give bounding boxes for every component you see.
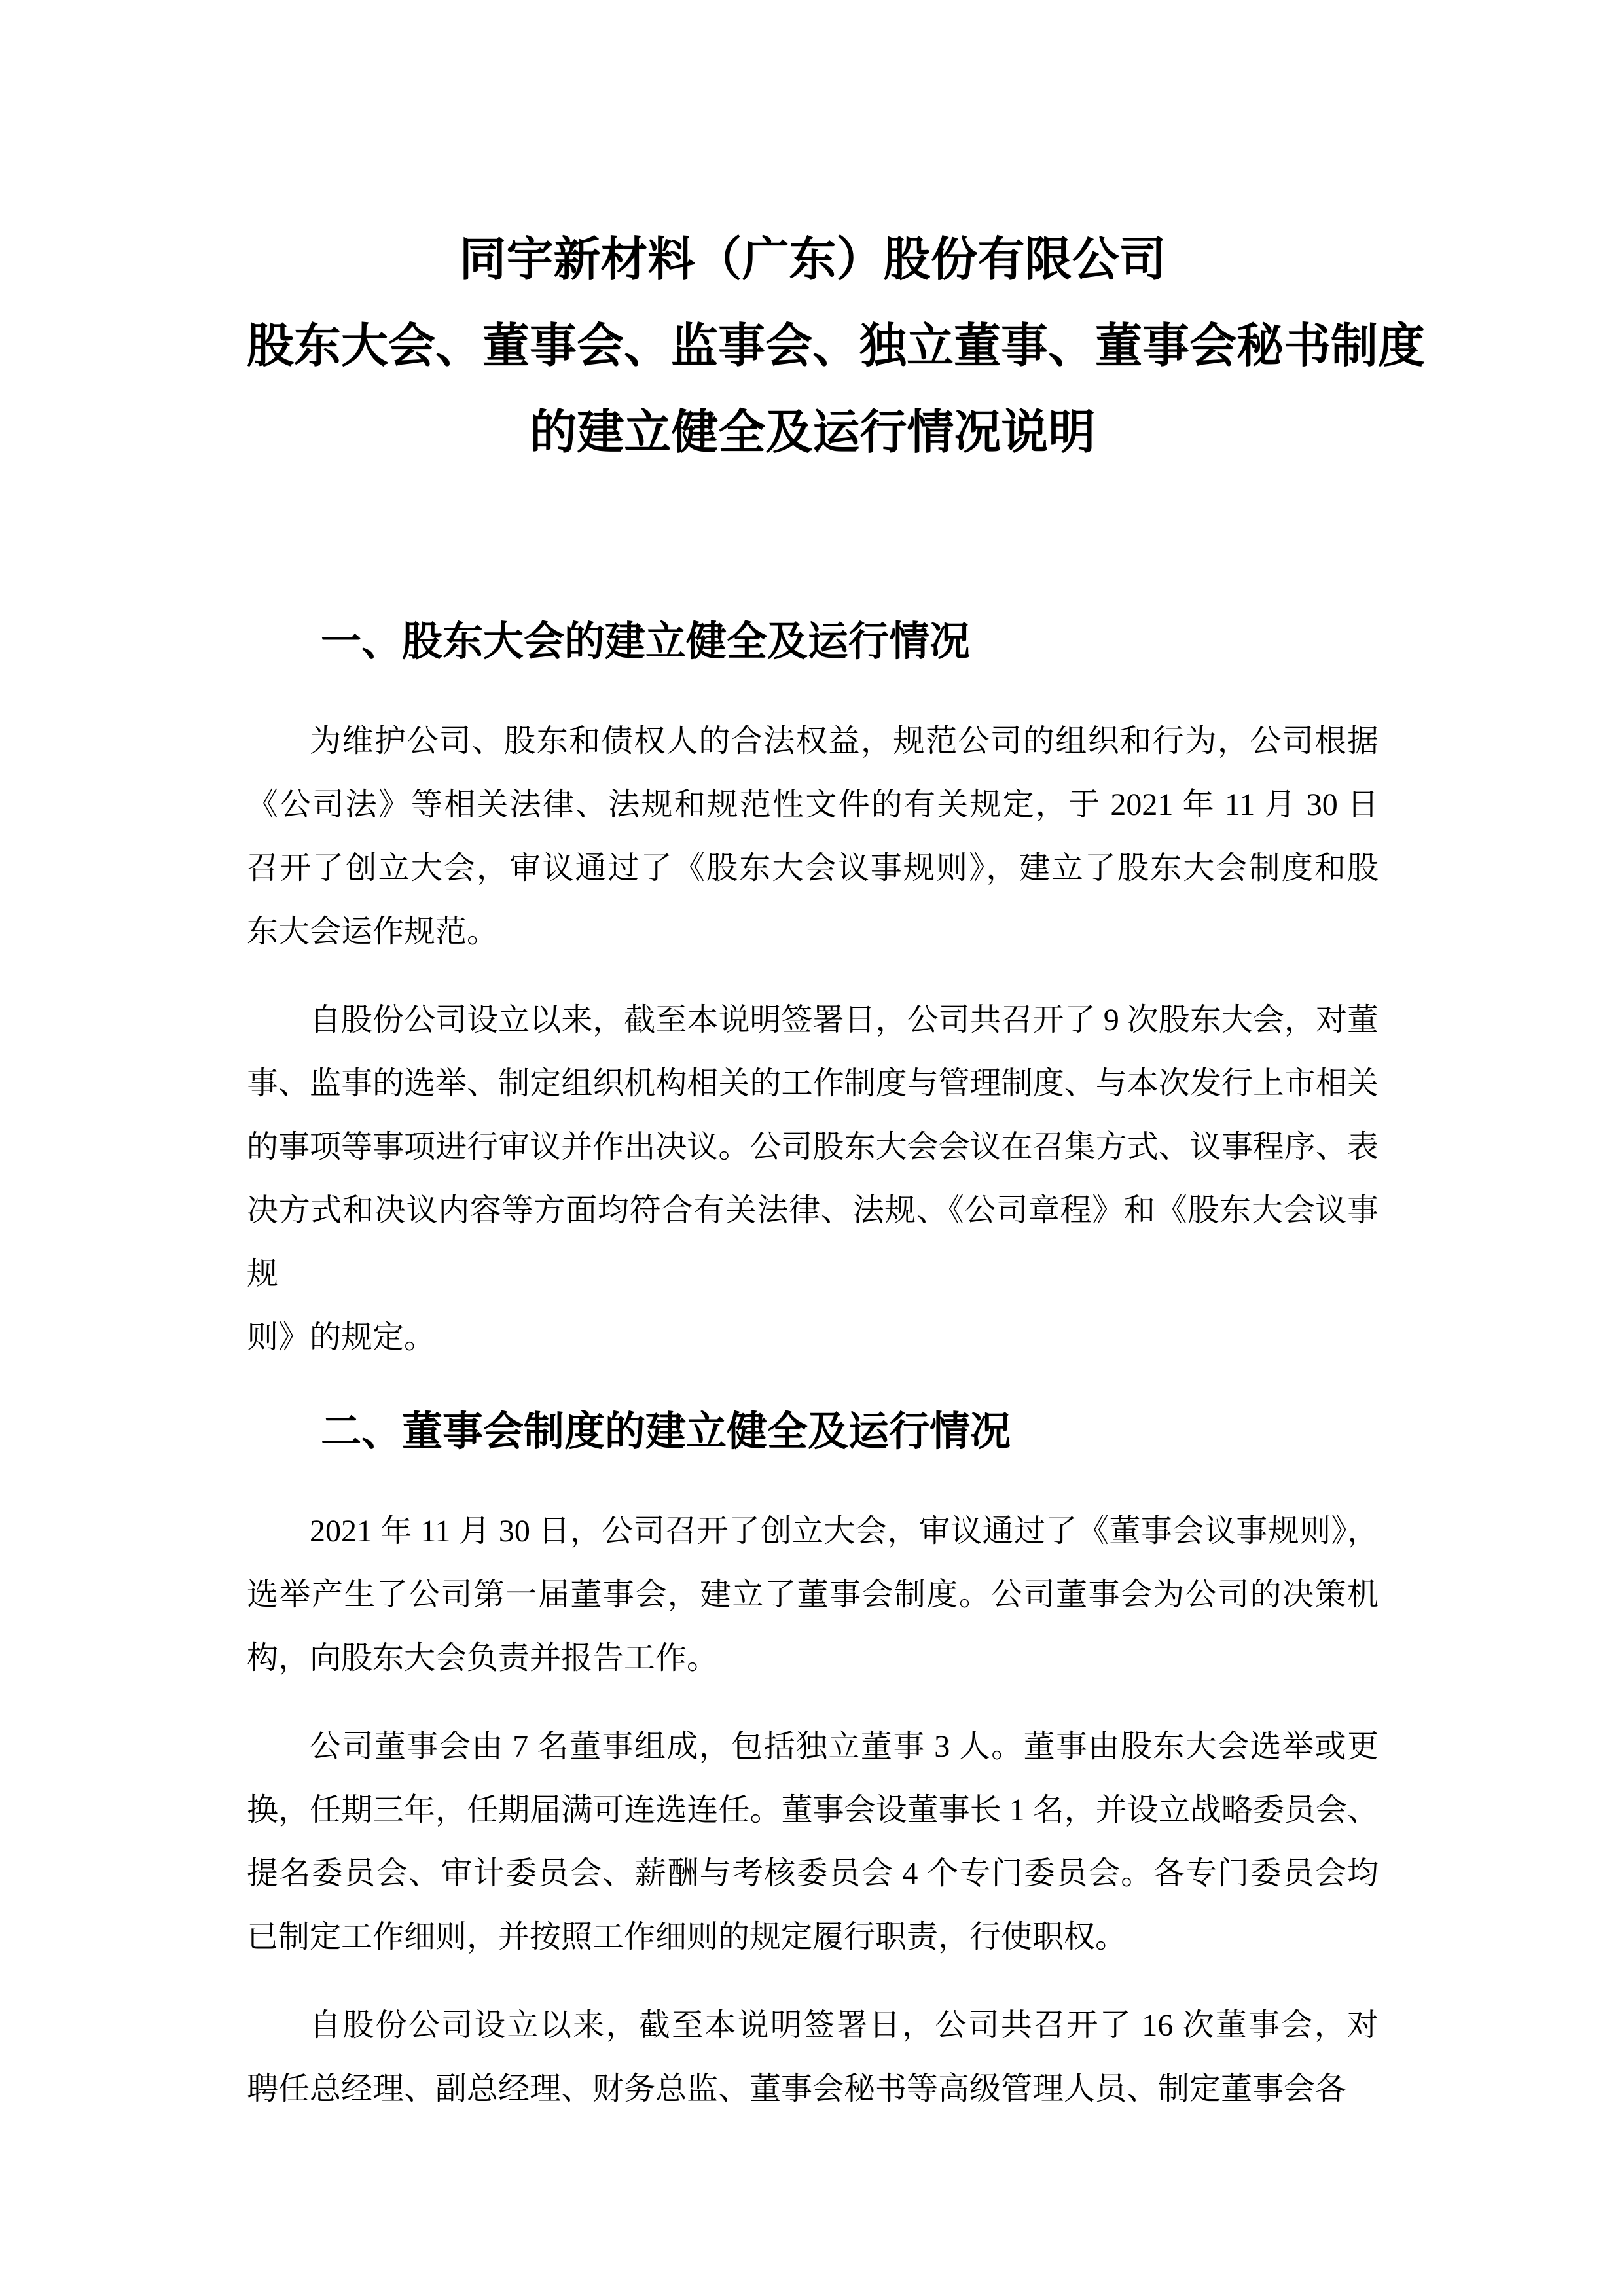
text-line: 决方式和决议内容等方面均符合有关法律、法规、《公司章程》和《股东大会议事规 [247,1193,1379,1291]
body-paragraph [247,988,1379,1369]
text-line: 《公司法》等相关法律、法规和规范性文件的有关规定，于 2021 年 11 月 30 日 [247,787,1379,822]
text-line: 选举产生了公司第一届董事会，建立了董事会制度。公司董事会为公司的决策机 [247,1577,1379,1612]
body-paragraph [247,1994,1379,2121]
text-line: 公司董事会由 7 名董事组成，包括独立董事 3 人。董事由股东大会选举或更 [310,1729,1379,1764]
text-line: 事、监事的选举、制定组织机构相关的工作制度与管理制度、与本次发行上市相关 [247,1066,1379,1101]
document-title [247,217,1426,476]
document-title-line-1: 同宇新材料（广东）股份有限公司 [459,234,1166,286]
text-line: 则》的规定。 [247,1320,436,1355]
text-line: 2021 年 11 月 30 日，公司召开了创立大会，审议通过了《董事会议事规则》， [310,1514,1379,1549]
document-title-line-2: 股东大会、董事会、监事会、独立董事、董事会秘书制度 [247,320,1426,372]
body-paragraph [247,1499,1379,1690]
text-line: 提名委员会、审计委员会、薪酬与考核委员会 4 个专门委员会。各专门委员会均 [247,1856,1379,1891]
body-paragraph [247,709,1379,963]
text-line: 换，任期三年，任期届满可连选连任。董事会设董事长 1 名，并设立战略委员会、 [247,1793,1379,1827]
text-line: 的事项等事项进行审议并作出决议。公司股东大会会议在召集方式、议事程序、表 [247,1130,1379,1164]
text-line: 聘任总经理、副总经理、财务总监、董事会秘书等高级管理人员、制定董事会各 [247,2072,1347,2106]
text-line: 自股份公司设立以来，截至本说明签署日，公司共召开了 16 次董事会，对 [310,2008,1379,2043]
text-line: 已制定工作细则，并按照工作细则的规定履行职责，行使职权。 [247,1920,1127,1954]
text-line: 东大会运作规范。 [247,914,499,949]
text-line: 为维护公司、股东和债权人的合法权益，规范公司的组织和行为，公司根据 [310,724,1379,759]
text-line: 召开了创立大会，审议通过了《股东大会议事规则》，建立了股东大会制度和股 [247,851,1379,886]
document-title-line-3: 的建立健全及运行情况说明 [530,406,1096,459]
section-heading-1: 一、股东大会的建立健全及运行情况 [321,619,971,664]
text-line: 自股份公司设立以来，截至本说明签署日，公司共召开了 9 次股东大会，对董 [310,1003,1379,1037]
body-paragraph [247,1715,1379,1969]
text-line: 构，向股东大会负责并报告工作。 [247,1641,719,1676]
section-heading-2: 二、董事会制度的建立健全及运行情况 [321,1409,1011,1454]
